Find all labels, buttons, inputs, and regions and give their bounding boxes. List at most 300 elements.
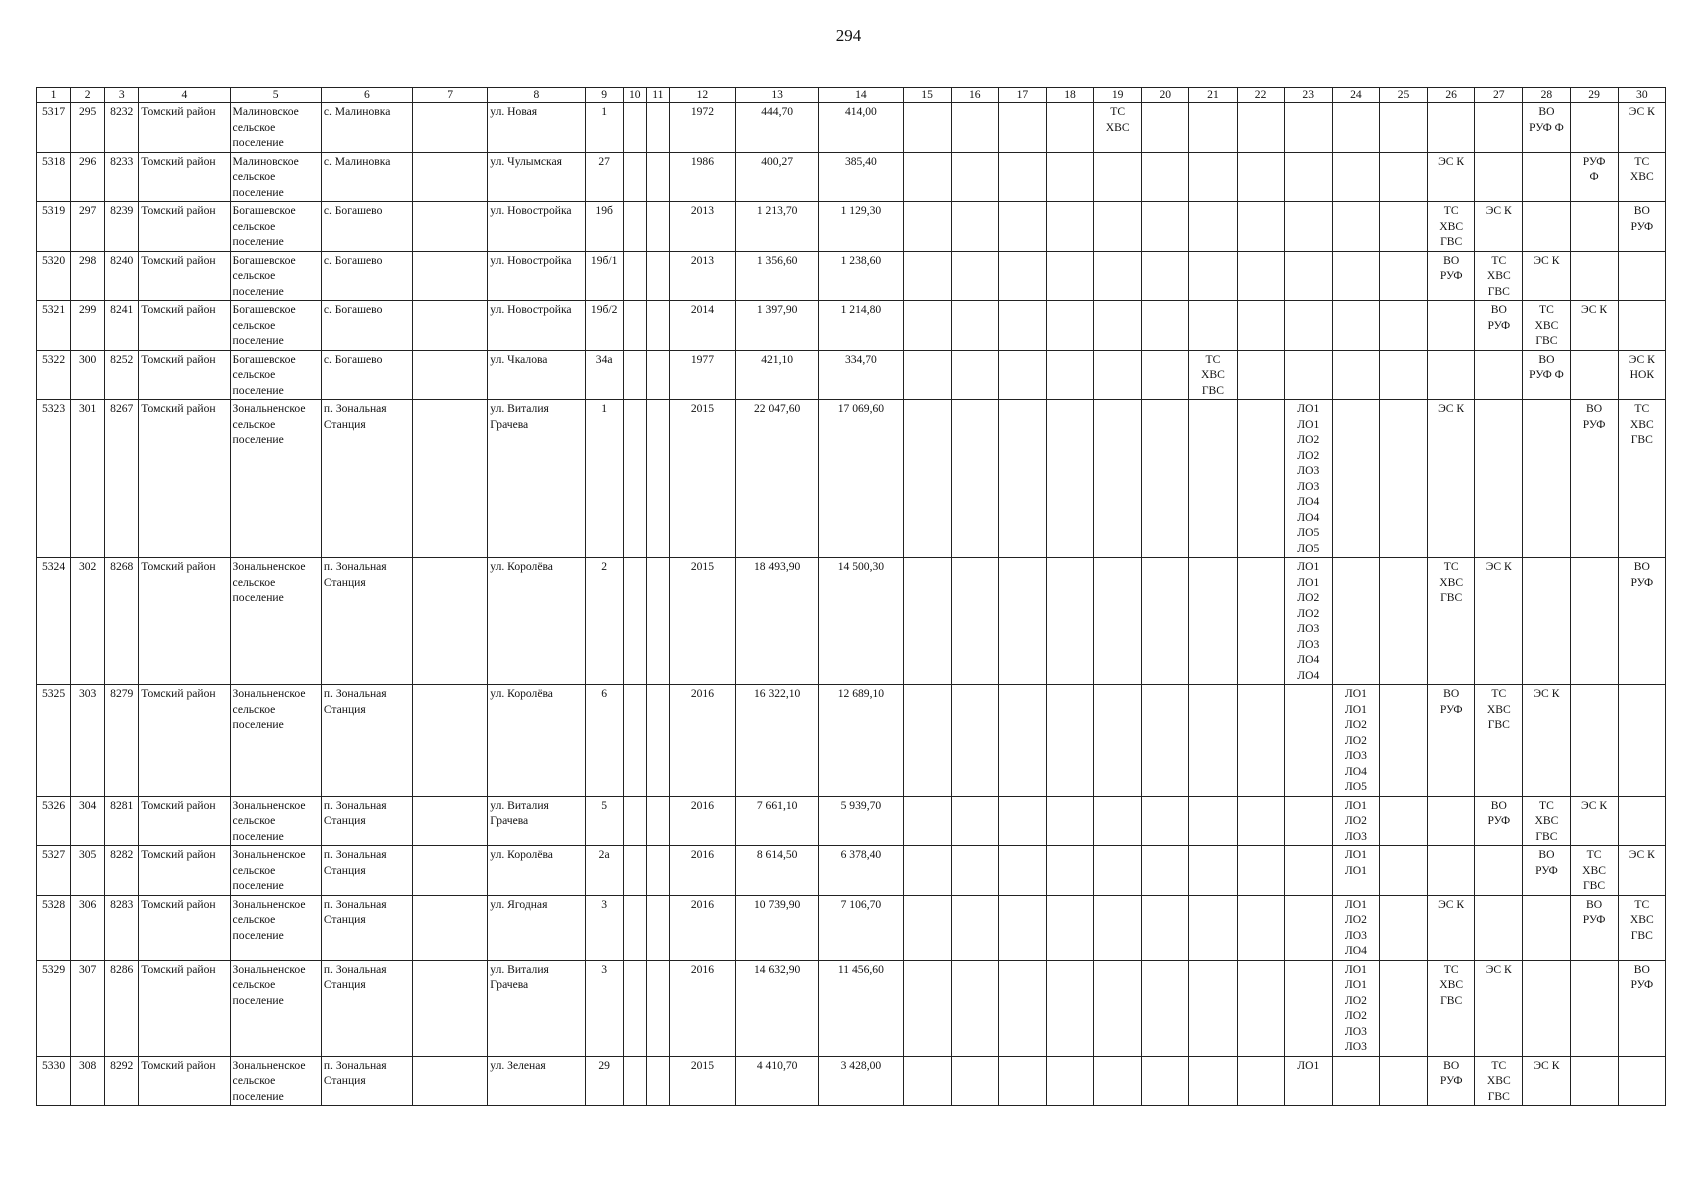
- work-column-26-cell-line: ГВС: [1440, 993, 1463, 1007]
- record-number-cell: 5328: [37, 895, 71, 960]
- settlement-cell-line: поселение: [232, 235, 284, 248]
- settlement-cell-line: сельское: [232, 219, 276, 233]
- settlement-cell-line: Богашевское: [232, 253, 296, 267]
- record-number-cell: 5324: [37, 558, 71, 685]
- settlement-cell-line: сельское: [232, 702, 276, 716]
- column-10-cell: [623, 152, 646, 202]
- settlement-cell-line: Зональненское: [232, 798, 306, 812]
- work-column-18-cell: [1046, 846, 1093, 896]
- column-11-cell: [646, 350, 669, 400]
- work-column-23-cell-line: ЛО1: [1297, 417, 1320, 431]
- sequence-number-cell: 301: [71, 400, 105, 558]
- work-column-15-cell: [903, 202, 951, 252]
- work-column-18-cell: [1046, 1056, 1093, 1106]
- settlement-cell-line: поселение: [232, 829, 284, 843]
- work-column-25-cell: [1379, 301, 1427, 351]
- work-column-27-cell-line: ГВС: [1487, 284, 1510, 298]
- locality-cell: [321, 350, 412, 400]
- house-number-cell: 19б/2: [585, 301, 623, 351]
- column-10-cell: [623, 796, 646, 846]
- street-cell: [488, 103, 585, 153]
- column-header-13: 13: [736, 88, 819, 103]
- work-column-18-cell: [1046, 301, 1093, 351]
- locality-cell: [321, 846, 412, 896]
- locality-cell-line: Станция: [323, 1074, 366, 1087]
- column-header-3: 3: [105, 88, 139, 103]
- work-column-22-cell: [1237, 301, 1284, 351]
- page-number: 294: [835, 26, 862, 45]
- work-column-29-cell-line: ГВС: [1582, 879, 1606, 892]
- column-11-cell: [646, 301, 669, 351]
- work-column-23-cell-line: ЛО3: [1297, 479, 1320, 493]
- work-column-24-cell: [1332, 960, 1379, 1056]
- street-cell: [488, 895, 585, 960]
- table-row: [37, 152, 1666, 202]
- work-column-21-cell: [1189, 685, 1237, 797]
- street-cell: [488, 558, 585, 685]
- table-row: [37, 202, 1666, 252]
- work-column-26-cell: [1428, 152, 1475, 202]
- column-11-cell: [646, 558, 669, 685]
- work-column-23-cell-line: ЛО1: [1297, 402, 1320, 415]
- work-column-26-cell: [1428, 350, 1475, 400]
- total-area-cell: 22 047,60: [736, 400, 819, 558]
- sequence-number-cell: 308: [71, 1056, 105, 1106]
- work-column-16-cell: [951, 558, 998, 685]
- work-column-26-cell: [1428, 202, 1475, 252]
- work-column-24-cell-line: ЛО1: [1344, 848, 1367, 861]
- locality-cell-line: Станция: [323, 863, 366, 877]
- work-column-26-cell: [1428, 685, 1475, 797]
- record-number-cell: 5319: [37, 202, 71, 252]
- work-column-29-cell: [1570, 1056, 1618, 1106]
- work-column-29-cell: [1570, 846, 1618, 896]
- work-column-30-cell: [1618, 400, 1665, 558]
- work-column-20-cell: [1142, 796, 1189, 846]
- settlement-cell: [230, 685, 321, 797]
- house-number-cell: 34а: [585, 350, 623, 400]
- work-column-18-cell: [1046, 251, 1093, 301]
- work-column-27-cell-line: ЭС К: [1485, 560, 1512, 573]
- work-column-18-cell: [1046, 796, 1093, 846]
- work-column-26-cell-line: РУФ: [1439, 269, 1463, 282]
- locality-cell-line: с. Малиновка: [323, 154, 391, 168]
- total-area-cell: 8 614,50: [736, 846, 819, 896]
- work-column-30-cell-line: РУФ: [1630, 978, 1654, 991]
- work-column-30-cell-line: ЭС К: [1628, 848, 1655, 861]
- work-column-24-cell: [1332, 202, 1379, 252]
- living-area-cell: 385,40: [819, 152, 903, 202]
- work-column-29-cell: [1570, 103, 1618, 153]
- work-column-22-cell: [1237, 251, 1284, 301]
- work-column-23-cell-line: ЛО3: [1297, 637, 1320, 651]
- work-column-21-cell: [1189, 1056, 1237, 1106]
- work-column-30-cell-line: ЭС К: [1628, 105, 1655, 118]
- work-column-22-cell: [1237, 202, 1284, 252]
- street-cell: [488, 960, 585, 1056]
- work-column-25-cell: [1379, 400, 1427, 558]
- street-cell: [488, 846, 585, 896]
- district-cell: Томский район: [139, 350, 230, 400]
- locality-cell-line: п. Зональная: [323, 560, 387, 573]
- settlement-cell-line: сельское: [232, 368, 276, 381]
- object-id-cell: 8241: [105, 301, 139, 351]
- work-column-26-cell: [1428, 301, 1475, 351]
- table-row: [37, 1056, 1666, 1106]
- settlement-cell-line: Богашевское: [232, 204, 296, 217]
- work-column-23-cell-line: ЛО4: [1297, 495, 1320, 508]
- column-10-cell: [623, 350, 646, 400]
- work-column-30-cell-line: ХВС: [1629, 417, 1654, 431]
- living-area-cell: 14 500,30: [819, 558, 903, 685]
- locality-cell-line: Станция: [323, 417, 366, 431]
- column-header-12: 12: [669, 88, 735, 103]
- street-cell: [488, 152, 585, 202]
- work-column-24-cell-line: ЛО2: [1344, 993, 1367, 1007]
- work-column-29-cell-line: РУФ: [1582, 417, 1606, 431]
- record-number-cell: 5322: [37, 350, 71, 400]
- work-column-27-cell-line: ХВС: [1486, 269, 1511, 282]
- work-column-27-cell: [1475, 960, 1523, 1056]
- work-column-29-cell-line: РУФ: [1582, 154, 1606, 168]
- work-column-19-cell: [1094, 1056, 1142, 1106]
- work-column-28-cell: [1523, 202, 1570, 252]
- work-column-21-cell: [1189, 251, 1237, 301]
- work-column-26-cell-line: ХВС: [1439, 575, 1464, 589]
- sequence-number-cell: 304: [71, 796, 105, 846]
- house-number-cell: 19б/1: [585, 251, 623, 301]
- work-column-23-cell: [1284, 796, 1332, 846]
- column-header-4: 4: [139, 88, 230, 103]
- work-column-26-cell-line: ГВС: [1440, 591, 1463, 604]
- column-header-22: 22: [1237, 88, 1284, 103]
- total-area-cell: 1 213,70: [736, 202, 819, 252]
- work-column-18-cell: [1046, 685, 1093, 797]
- work-column-20-cell: [1142, 685, 1189, 797]
- living-area-cell: 11 456,60: [819, 960, 903, 1056]
- house-number-cell: 3: [585, 895, 623, 960]
- work-column-21-cell: [1189, 350, 1237, 400]
- work-column-26-cell: [1428, 103, 1475, 153]
- settlement-cell: [230, 1056, 321, 1106]
- work-column-27-cell-line: РУФ: [1487, 814, 1511, 827]
- table-row: [37, 685, 1666, 797]
- work-column-26-cell-line: ЭС К: [1438, 897, 1465, 911]
- work-column-17-cell: [998, 1056, 1046, 1106]
- locality-cell: [321, 685, 412, 797]
- record-number-cell: 5323: [37, 400, 71, 558]
- living-area-cell: 7 106,70: [819, 895, 903, 960]
- work-column-30-cell-line: ТС: [1634, 897, 1650, 911]
- locality-cell-line: Станция: [323, 978, 366, 991]
- sequence-number-cell: 305: [71, 846, 105, 896]
- work-column-26-cell-line: РУФ: [1439, 1074, 1463, 1087]
- table-row: [37, 558, 1666, 685]
- work-column-19-cell: [1094, 103, 1142, 153]
- work-column-24-cell: [1332, 1056, 1379, 1106]
- settlement-cell-line: Богашевское: [232, 352, 296, 366]
- column-header-1: 1: [37, 88, 71, 103]
- work-column-28-cell-line: РУФ Ф: [1529, 368, 1564, 381]
- object-id-cell: 8240: [105, 251, 139, 301]
- work-column-22-cell: [1237, 796, 1284, 846]
- work-column-24-cell-line: ЛО1: [1344, 702, 1367, 716]
- column-7-cell: [413, 202, 488, 252]
- locality-cell-line: п. Зональная: [323, 897, 387, 911]
- locality-cell-line: с. Малиновка: [323, 105, 391, 118]
- column-11-cell: [646, 895, 669, 960]
- work-column-30-cell: [1618, 960, 1665, 1056]
- column-header-10: 10: [623, 88, 646, 103]
- work-column-23-cell: [1284, 685, 1332, 797]
- work-column-18-cell: [1046, 400, 1093, 558]
- column-7-cell: [413, 796, 488, 846]
- work-column-25-cell: [1379, 685, 1427, 797]
- locality-cell-line: Станция: [323, 575, 366, 589]
- work-column-23-cell-line: ЛО5: [1297, 526, 1320, 539]
- work-column-26-cell: [1428, 796, 1475, 846]
- work-column-29-cell: [1570, 301, 1618, 351]
- work-column-19-cell-line: ХВС: [1105, 120, 1130, 134]
- work-column-30-cell: [1618, 685, 1665, 797]
- work-column-25-cell: [1379, 558, 1427, 685]
- work-column-24-cell-line: ЛО4: [1344, 944, 1367, 957]
- work-column-16-cell: [951, 251, 998, 301]
- sequence-number-cell: 297: [71, 202, 105, 252]
- work-column-24-cell: [1332, 895, 1379, 960]
- living-area-cell: 3 428,00: [819, 1056, 903, 1106]
- settlement-cell-line: поселение: [232, 185, 284, 199]
- work-column-17-cell: [998, 251, 1046, 301]
- house-number-cell: 2: [585, 558, 623, 685]
- column-7-cell: [413, 685, 488, 797]
- work-column-26-cell-line: ХВС: [1439, 978, 1464, 991]
- sequence-number-cell: 300: [71, 350, 105, 400]
- work-column-25-cell: [1379, 1056, 1427, 1106]
- object-id-cell: 8283: [105, 895, 139, 960]
- work-column-21-cell: [1189, 400, 1237, 558]
- work-column-27-cell: [1475, 103, 1523, 153]
- settlement-cell-line: поселение: [232, 334, 284, 347]
- column-header-20: 20: [1142, 88, 1189, 103]
- work-column-27-cell: [1475, 846, 1523, 896]
- sequence-number-cell: 306: [71, 895, 105, 960]
- settlement-cell-line: сельское: [232, 417, 276, 431]
- work-column-26-cell: [1428, 846, 1475, 896]
- street-cell: [488, 685, 585, 797]
- work-column-27-cell: [1475, 301, 1523, 351]
- column-10-cell: [623, 685, 646, 797]
- object-id-cell: 8279: [105, 685, 139, 797]
- work-column-23-cell-line: ЛО5: [1297, 541, 1320, 555]
- street-cell-line: Грачева: [490, 814, 529, 827]
- table-row: [37, 960, 1666, 1056]
- total-area-cell: 18 493,90: [736, 558, 819, 685]
- year-cell: 2016: [669, 846, 735, 896]
- work-column-24-cell-line: ЛО1: [1344, 798, 1367, 812]
- work-column-16-cell: [951, 895, 998, 960]
- settlement-cell-line: Зональненское: [232, 962, 306, 976]
- work-column-22-cell: [1237, 350, 1284, 400]
- column-header-8: 8: [488, 88, 585, 103]
- work-column-22-cell: [1237, 1056, 1284, 1106]
- living-area-cell: 1 129,30: [819, 202, 903, 252]
- record-number-cell: 5325: [37, 685, 71, 797]
- column-header-6: 6: [321, 88, 412, 103]
- house-number-cell: 1: [585, 103, 623, 153]
- work-column-16-cell: [951, 1056, 998, 1106]
- work-column-27-cell-line: ЭС К: [1485, 204, 1512, 217]
- work-column-27-cell-line: ВО: [1490, 303, 1507, 316]
- work-column-19-cell: [1094, 846, 1142, 896]
- work-column-24-cell-line: ЛО2: [1344, 733, 1367, 747]
- year-cell: 2016: [669, 685, 735, 797]
- street-cell-line: ул. Королёва: [490, 687, 553, 700]
- total-area-cell: 7 661,10: [736, 796, 819, 846]
- work-column-22-cell: [1237, 960, 1284, 1056]
- street-cell-line: ул. Новостройка: [490, 303, 572, 316]
- street-cell: [488, 350, 585, 400]
- work-column-21-cell: [1189, 202, 1237, 252]
- house-number-cell: 1: [585, 400, 623, 558]
- settlement-cell: [230, 152, 321, 202]
- street-cell: [488, 400, 585, 558]
- settlement-cell-line: сельское: [232, 269, 276, 282]
- settlement-cell-line: поселение: [232, 284, 284, 298]
- work-column-24-cell: [1332, 152, 1379, 202]
- column-10-cell: [623, 960, 646, 1056]
- work-column-28-cell: [1523, 103, 1570, 153]
- total-area-cell: 400,27: [736, 152, 819, 202]
- work-column-28-cell: [1523, 301, 1570, 351]
- district-cell: Томский район: [139, 895, 230, 960]
- work-column-27-cell-line: РУФ: [1487, 318, 1511, 332]
- work-column-30-cell-line: ЭС К: [1628, 352, 1655, 366]
- street-cell-line: ул. Виталия: [490, 402, 549, 415]
- settlement-cell-line: Зональненское: [232, 848, 306, 861]
- table-body: [37, 103, 1666, 1106]
- work-column-23-cell: [1284, 960, 1332, 1056]
- locality-cell-line: Станция: [323, 913, 366, 926]
- work-column-15-cell: [903, 685, 951, 797]
- settlement-cell-line: сельское: [232, 318, 276, 332]
- work-column-22-cell: [1237, 685, 1284, 797]
- work-column-15-cell: [903, 1056, 951, 1106]
- work-column-24-cell: [1332, 846, 1379, 896]
- work-column-27-cell: [1475, 350, 1523, 400]
- work-column-26-cell: [1428, 251, 1475, 301]
- year-cell: 2013: [669, 202, 735, 252]
- work-column-16-cell: [951, 103, 998, 153]
- record-number-cell: 5320: [37, 251, 71, 301]
- district-cell: Томский район: [139, 846, 230, 896]
- work-column-26-cell-line: ТС: [1443, 204, 1459, 217]
- work-column-22-cell: [1237, 400, 1284, 558]
- work-column-15-cell: [903, 301, 951, 351]
- work-column-29-cell-line: ТС: [1586, 848, 1602, 861]
- locality-cell: [321, 400, 412, 558]
- locality-cell-line: п. Зональная: [323, 848, 387, 861]
- work-column-30-cell: [1618, 103, 1665, 153]
- house-number-cell: 29: [585, 1056, 623, 1106]
- work-column-30-cell: [1618, 202, 1665, 252]
- work-column-17-cell: [998, 846, 1046, 896]
- work-column-30-cell: [1618, 796, 1665, 846]
- work-column-18-cell: [1046, 558, 1093, 685]
- work-column-23-cell-line: ЛО4: [1297, 653, 1320, 666]
- work-column-28-cell: [1523, 796, 1570, 846]
- living-area-cell: 5 939,70: [819, 796, 903, 846]
- settlement-cell-line: Зональненское: [232, 687, 306, 700]
- house-number-cell: 2а: [585, 846, 623, 896]
- work-column-18-cell: [1046, 152, 1093, 202]
- settlement-cell: [230, 558, 321, 685]
- work-column-27-cell: [1475, 685, 1523, 797]
- work-column-30-cell-line: ВО: [1633, 560, 1650, 573]
- street-cell-line: ул. Виталия: [490, 962, 549, 976]
- work-column-30-cell-line: ВО: [1633, 204, 1650, 217]
- total-area-cell: 1 397,90: [736, 301, 819, 351]
- work-column-24-cell-line: ЛО3: [1344, 1040, 1367, 1053]
- work-column-22-cell: [1237, 846, 1284, 896]
- work-column-20-cell: [1142, 301, 1189, 351]
- house-number-cell: 5: [585, 796, 623, 846]
- work-column-23-cell: [1284, 251, 1332, 301]
- work-column-29-cell: [1570, 251, 1618, 301]
- work-column-27-cell: [1475, 1056, 1523, 1106]
- work-column-29-cell-line: РУФ: [1582, 913, 1606, 926]
- year-cell: 1972: [669, 103, 735, 153]
- work-column-19-cell: [1094, 251, 1142, 301]
- work-column-19-cell-line: ТС: [1110, 105, 1126, 118]
- work-column-30-cell: [1618, 350, 1665, 400]
- year-cell: 2014: [669, 301, 735, 351]
- work-column-29-cell-line: ЭС К: [1581, 798, 1608, 812]
- settlement-cell-line: поселение: [232, 879, 284, 892]
- column-header-9: 9: [585, 88, 623, 103]
- work-column-25-cell: [1379, 152, 1427, 202]
- work-column-29-cell-line: ЭС К: [1581, 303, 1608, 316]
- work-column-23-cell: [1284, 202, 1332, 252]
- work-column-22-cell: [1237, 152, 1284, 202]
- work-column-26-cell-line: ТС: [1443, 962, 1459, 976]
- work-column-23-cell-line: ЛО2: [1297, 448, 1320, 462]
- district-cell: Томский район: [139, 400, 230, 558]
- column-header-19: 19: [1094, 88, 1142, 103]
- work-column-17-cell: [998, 895, 1046, 960]
- column-7-cell: [413, 1056, 488, 1106]
- locality-cell: [321, 103, 412, 153]
- work-column-30-cell: [1618, 251, 1665, 301]
- locality-cell-line: с. Богашево: [323, 253, 383, 267]
- living-area-cell: 334,70: [819, 350, 903, 400]
- work-column-15-cell: [903, 796, 951, 846]
- year-cell: 2016: [669, 796, 735, 846]
- year-cell: 2016: [669, 895, 735, 960]
- work-column-20-cell: [1142, 103, 1189, 153]
- work-column-16-cell: [951, 796, 998, 846]
- work-column-28-cell: [1523, 251, 1570, 301]
- work-column-30-cell-line: РУФ: [1630, 575, 1654, 589]
- work-column-28-cell-line: ВО: [1538, 352, 1555, 366]
- work-column-24-cell-line: ЛО1: [1344, 978, 1367, 991]
- work-column-24-cell-line: ЛО2: [1344, 913, 1367, 926]
- object-id-cell: 8286: [105, 960, 139, 1056]
- street-cell-line: ул. Ягодная: [490, 897, 548, 911]
- column-header-28: 28: [1523, 88, 1570, 103]
- work-column-27-cell-line: ЭС К: [1485, 962, 1512, 976]
- locality-cell: [321, 796, 412, 846]
